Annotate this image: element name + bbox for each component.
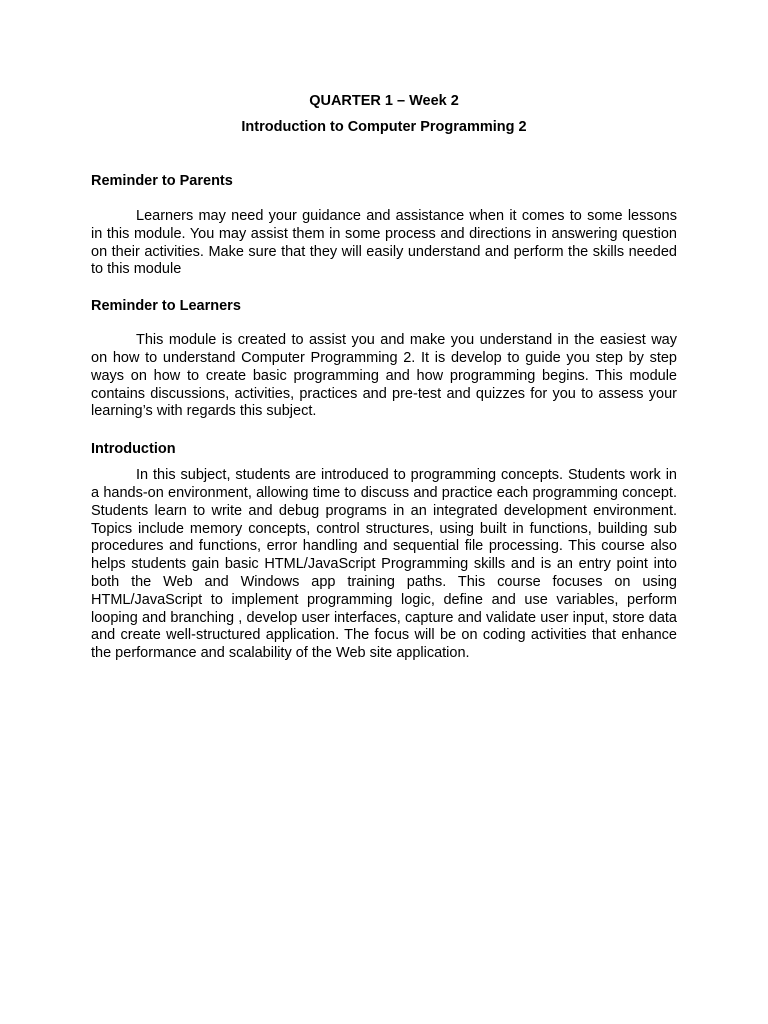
document-content <box>91 92 677 663</box>
document-title-quarter: QUARTER 1 – Week 2 <box>309 93 459 109</box>
section-heading-introduction: Introduction <box>91 441 176 458</box>
section-body-learners: This module is created to assist you and make you understand in the easiest way on how to understand Computer Programming 2. It is develop to guide you step by step ways on how to create basic programming and how programming begins. This module contains discussions, activities, practices and pre-test and quizzes for you to assess your learning’s with regards this subject. <box>91 332 677 420</box>
section-heading-parents: Reminder to Parents <box>91 173 233 189</box>
document-title-subject: Introduction to Computer Programming 2 <box>241 119 527 135</box>
section-body-parents: Learners may need your guidance and assistance when it comes to some lessons in this module. You may assist them in some process and directions in answering question on their activities. Make sure that they will easily understand and perform the skills needed to this module <box>91 208 677 278</box>
section-heading-learners: Reminder to Learners <box>91 298 241 315</box>
section-body-introduction: In this subject, students are introduced to programming concepts. Students work in a hands-on environment, allowing time to discuss and practice each programming concept. Students learn to write and debug programs in an integrated development environment. Topics include memory concepts, control structures, using built in functions, building sub procedures and functions, error handling and sequential file processing. This course also helps students gain basic HTML/JavaScript Programming skills and is an entry point into both the Web and Windows app training paths. This course focuses on using HTML/JavaScript to implement programming logic, define and use variables, perform looping and branching , develop user interfaces, capture and validate user input, store data and create well-structured application. The focus will be on coding activities that enhance the performance and scalability of the Web site application. <box>91 467 677 662</box>
